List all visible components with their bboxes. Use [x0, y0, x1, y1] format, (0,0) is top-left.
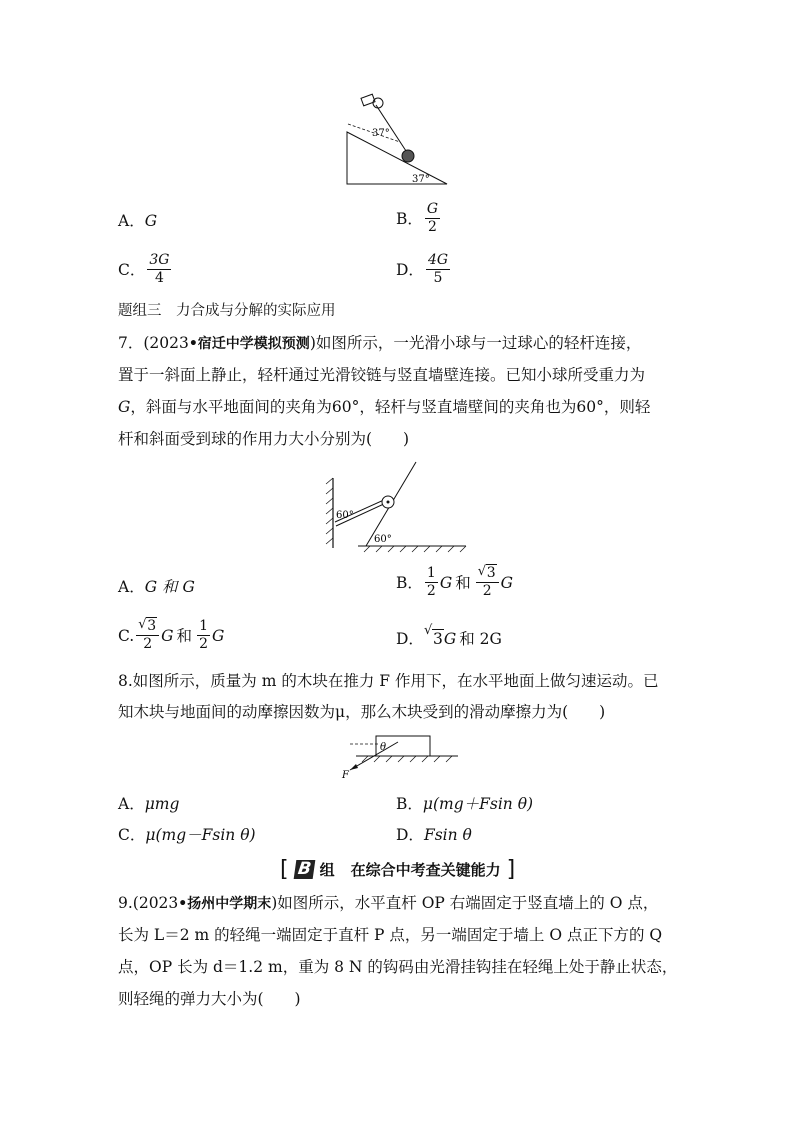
wall-hatch — [326, 478, 333, 544]
q9-line3: 点，OP 长为 d＝1.2 m，重为 8 N 的钩码由光滑挂钩挂在轻绳上处于静止状态， — [118, 958, 678, 976]
q9-line1: 9.(2023•扬州中学期末)如图所示，水平直杆 OP 右端固定于竖直墙上的 O 点， — [118, 894, 659, 912]
q9-line2: 长为 L＝2 m 的轻绳一端固定于直杆 P 点，另一端固定于墙上 O 点正下方的 Q — [118, 926, 663, 944]
q7-option-c[interactable]: C. √ 3 2 G 和 $\frac{1}{2}$ G — [118, 617, 225, 652]
q8-option-d[interactable]: D．Fsin θ — [396, 826, 472, 844]
q8-option-b[interactable]: B．μ(mg＋Fsin θ) — [396, 795, 534, 813]
q6-option-b[interactable]: B． $\frac{G}{2}$ — [396, 201, 439, 235]
q7-line4: 杆和斜面受到球的作用力大小分别为( ) — [118, 430, 410, 448]
q7-option-b[interactable]: B． $\frac{1}{2}$ G 和 √ 3 2 G — [396, 564, 514, 599]
fig7-angle-ground: 60° — [374, 534, 392, 545]
q7-option-a[interactable]: A．G 和 G — [118, 578, 195, 596]
floor-hatch — [362, 756, 452, 762]
q7-line2: 置于一斜面上静止，轻杆通过光滑铰链与竖直墙壁连接。已知小球所受重力为 — [118, 366, 646, 384]
fig7-angle-wall: 60° — [336, 510, 354, 521]
b-group-logo: B — [293, 860, 315, 879]
wall-rod-figure — [318, 458, 470, 554]
ball-center — [387, 501, 390, 504]
q8-line2: 知木块与地面间的动摩擦因数为μ，那么木块受到的滑动摩擦力为( ) — [118, 703, 606, 721]
incline-triangle — [347, 132, 447, 184]
fig8-theta: θ — [380, 742, 387, 753]
q6-option-c[interactable]: C． $\frac{3G}{4}$ — [118, 252, 170, 286]
block-push-figure — [340, 730, 462, 782]
q6-option-a[interactable]: A．G — [118, 212, 158, 230]
q6-option-d[interactable]: D． $\frac{4G}{5}$ — [396, 252, 449, 286]
ground-hatch — [364, 546, 466, 552]
fig6-angle-top: 37° — [372, 128, 390, 139]
q7-line1: 7．(2023•宿迁中学模拟预测)如图所示，一光滑小球与一过球心的轻杆连接， — [118, 334, 642, 352]
arrow-head-icon — [350, 764, 358, 770]
fig8-f: F — [342, 770, 349, 781]
q7-option-d[interactable]: D． √ 3 G 和 2G — [396, 623, 502, 648]
group3-heading: 题组三 力合成与分解的实际应用 — [118, 303, 336, 319]
q7-line3: G，斜面与水平地面间的夹角为60°，轻杆与竖直墙壁间的夹角也为60°，则轻 — [118, 398, 651, 416]
fig6-angle-bottom: 37° — [412, 174, 430, 185]
q8-line1: 8.如图所示，质量为 m 的木块在推力 F 作用下，在水平地面上做匀速运动。已 — [118, 672, 659, 690]
q8-option-c[interactable]: C．μ(mg－Fsin θ) — [118, 826, 256, 844]
section-banner-b: [ B 组 在综合中考查关键能力 ] — [280, 856, 516, 882]
ball — [402, 150, 414, 162]
q9-line4: 则轻绳的弹力大小为( ) — [118, 990, 301, 1008]
q8-option-a[interactable]: A．μmg — [118, 795, 180, 813]
incline-figure — [340, 92, 455, 188]
